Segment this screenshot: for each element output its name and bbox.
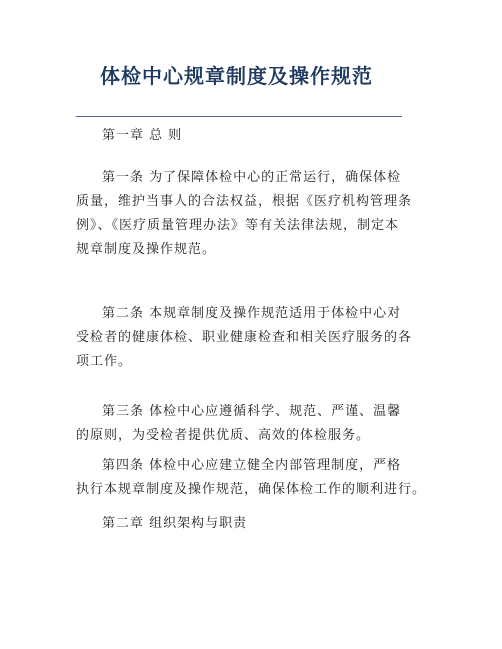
paragraph-line: 第二条 本规章制度及操作规范适用于体检中心对 <box>102 306 402 321</box>
paragraph-line: 第一章 总 则 <box>102 128 183 143</box>
document-title: 体检中心规章制度及操作规范 <box>100 64 373 88</box>
paragraph-line: 第二章 组织架构与职责 <box>102 516 248 531</box>
title-divider <box>76 116 402 117</box>
paragraph-line: 的原则，为受检者提供优质、高效的体检服务。 <box>76 428 371 443</box>
article-paragraph <box>76 454 440 502</box>
chapter-heading <box>76 124 440 148</box>
paragraph-line: 例》、《医疗质量管理办法》等有关法律法规，制定本 <box>76 218 400 233</box>
paragraph-line: 受检者的健康体检、职业健康检查和相关医疗服务的各 <box>76 330 413 345</box>
paragraph-line: 规章制度及操作规范。 <box>76 242 217 257</box>
article-paragraph <box>76 166 440 262</box>
paragraph-line: 第一条 为了保障体检中心的正常运行，确保体检 <box>102 170 402 185</box>
paragraph-line: 质量，维护当事人的合法权益，根据《医疗机构管理条 <box>76 194 413 209</box>
paragraph-line: 第三条 体检中心应遵循科学、规范、严谨、温馨 <box>102 404 402 419</box>
paragraph-line: 第四条 体检中心应建立健全内部管理制度，严格 <box>102 458 402 473</box>
article-paragraph <box>76 400 440 448</box>
paragraph-line: 项工作。 <box>76 354 133 369</box>
article-paragraph <box>76 302 440 374</box>
paragraph-line: 执行本规章制度及操作规范，确保体检工作的顺利进行。 <box>76 482 427 497</box>
chapter-heading <box>76 512 440 536</box>
